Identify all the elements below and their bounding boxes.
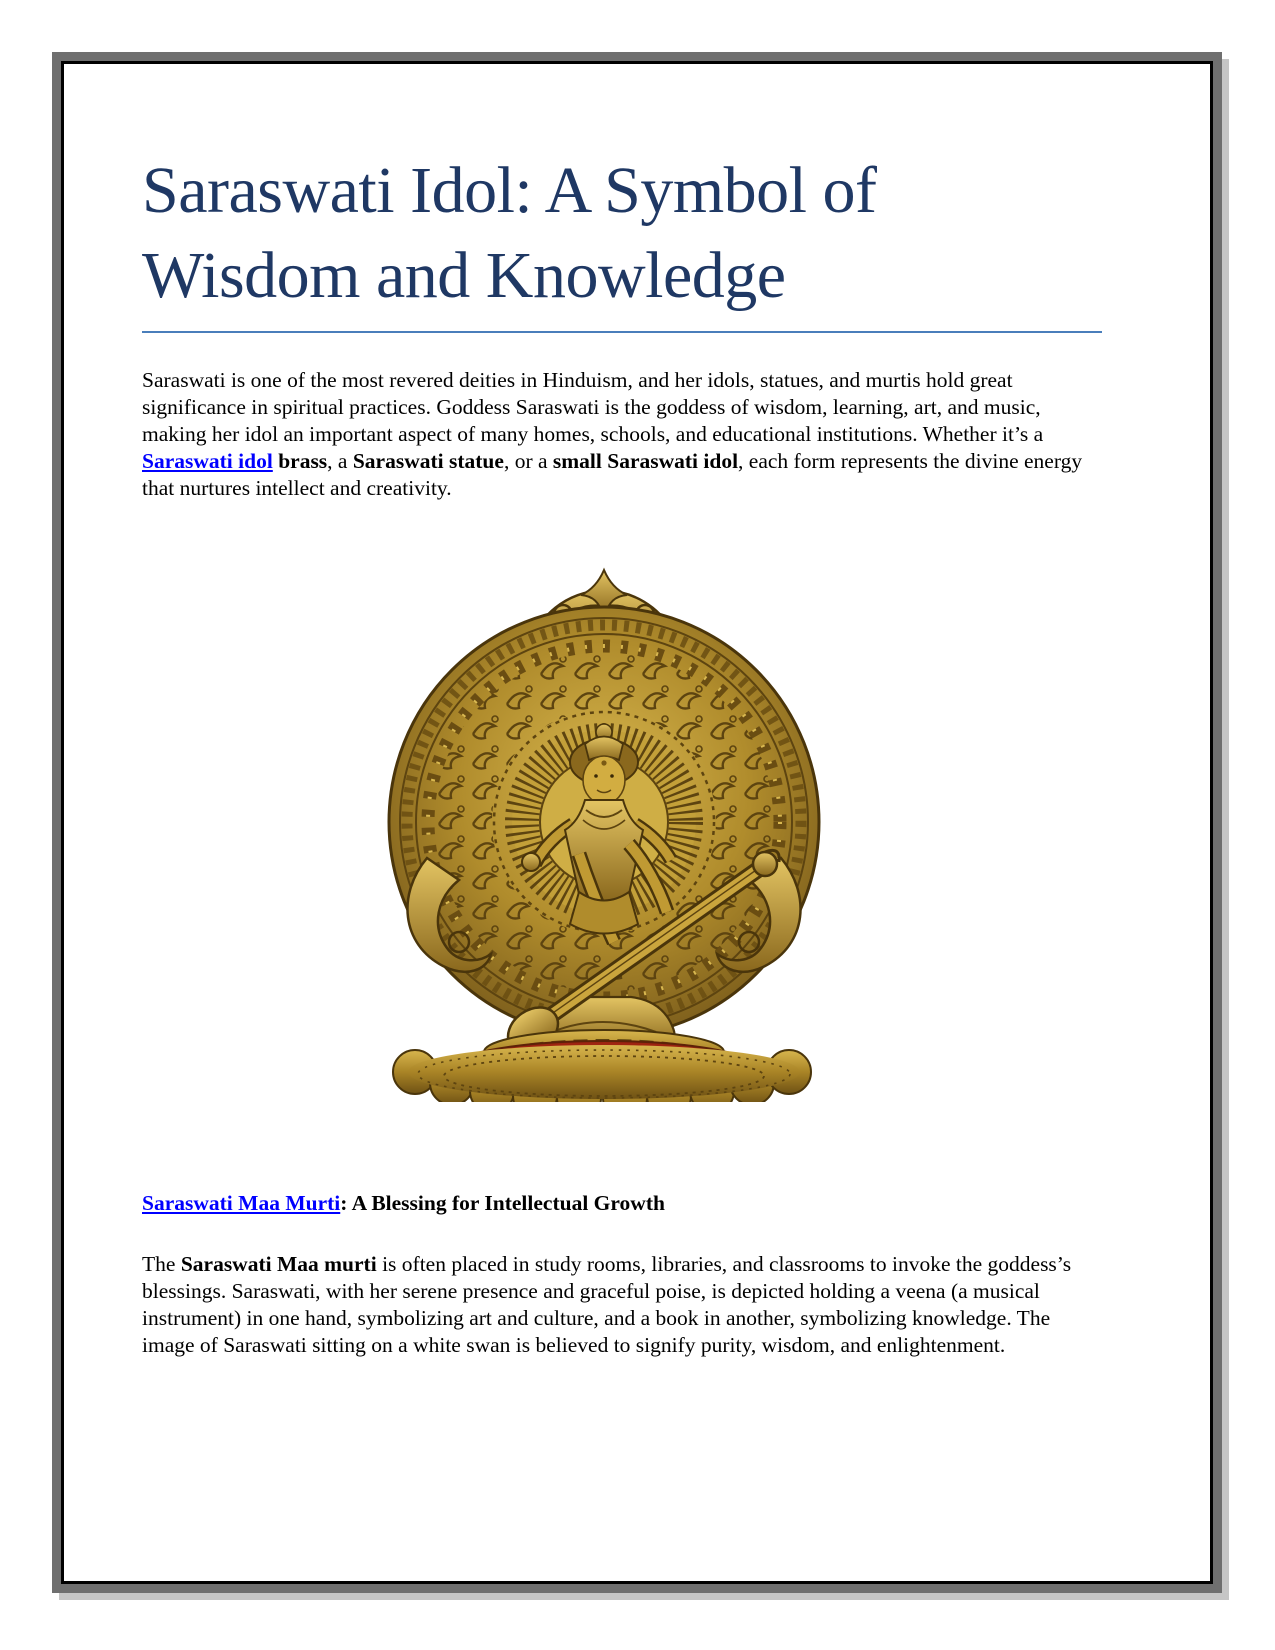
section-heading	[142, 1190, 1102, 1217]
intro-bold-small-idol: small Saraswati idol	[552, 449, 739, 473]
intro-text: , a	[327, 449, 353, 473]
page-border-frame	[52, 52, 1222, 1593]
body-bold-maa-murti: Saraswati Maa murti	[180, 1252, 377, 1276]
body-text: The	[142, 1252, 181, 1276]
saraswati-maa-murti-link[interactable]: Saraswati Maa Murti	[142, 1191, 341, 1215]
body-paragraph	[142, 1251, 1102, 1359]
saraswati-idol-link[interactable]: Saraswati idol	[142, 449, 273, 473]
page-border-inner	[61, 61, 1213, 1584]
section-heading-text: : A Blessing for Intellectual Growth	[340, 1191, 665, 1215]
page-content	[64, 148, 1210, 1584]
document-title: Saraswati Idol: A Symbol of Wisdom and Knowledge	[142, 148, 1102, 333]
intro-bold-statue: Saraswati statue	[352, 449, 504, 473]
body-text: is often placed in study rooms, libraries, and classrooms to invoke the goddess’s blessings. Saraswati, with her serene presence and graceful poise, is depicted holding a veena (a musical instrument) in one hand, symbolizing art and culture, and a book in another, symbolizing knowledge. The image of Saraswati sitting on a white swan is believed to signify purity, wisdom, and enlightenment.	[142, 1252, 1072, 1357]
intro-text: Saraswati is one of the most revered deities in Hinduism, and her idols, statues, and murtis hold great significance in spiritual practices. Goddess Saraswati is the goddess of wisdom, learning, art, and music, making her idol an important aspect of many homes, schools, and educational institutions. Whether it’s a	[142, 368, 1044, 446]
saraswati-idol-illustration	[367, 562, 837, 1102]
intro-text: , or a	[503, 449, 553, 473]
idol-lotus-base	[393, 1030, 811, 1102]
saraswati-idol-image	[367, 562, 837, 1102]
intro-text: , each form represents the divine energy that nurtures intellect and creativity.	[142, 449, 1083, 500]
intro-paragraph	[142, 367, 1102, 502]
intro-bold-brass: brass	[278, 449, 328, 473]
